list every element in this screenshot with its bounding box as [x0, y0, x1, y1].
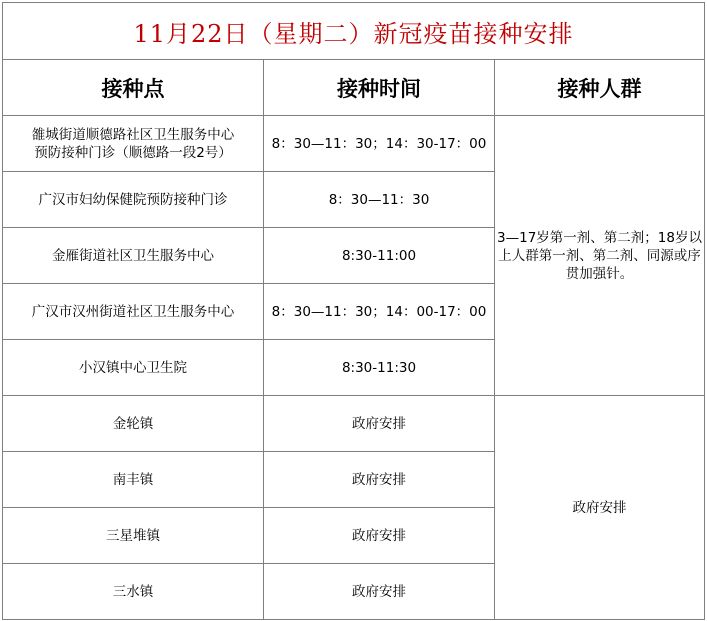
site-cell: 三星堆镇 [3, 508, 264, 564]
time-cell: 8:30-11:30 [264, 340, 495, 396]
time-cell: 8：30—11：30 [264, 172, 495, 228]
header-site: 接种点 [3, 60, 264, 116]
time-cell: 政府安排 [264, 452, 495, 508]
time-cell: 政府安排 [264, 564, 495, 620]
site-cell: 小汉镇中心卫生院 [3, 340, 264, 396]
table-row [3, 396, 705, 452]
table-title: 11月22日（星期二）新冠疫苗接种安排 [3, 3, 705, 60]
site-cell: 三水镇 [3, 564, 264, 620]
site-cell: 金轮镇 [3, 396, 264, 452]
site-cell: 南丰镇 [3, 452, 264, 508]
header-time: 接种时间 [264, 60, 495, 116]
crowd-cell-clinics: 3—17岁第一剂、第二剂；18岁以上人群第一剂、第二剂、同源或序贯加强针。 [495, 116, 705, 396]
table-row [3, 116, 705, 172]
time-cell: 政府安排 [264, 396, 495, 452]
crowd-cell-towns: 政府安排 [495, 396, 705, 620]
time-cell: 8：30—11：30；14：00-17：00 [264, 284, 495, 340]
site-cell: 金雁街道社区卫生服务中心 [3, 228, 264, 284]
site-cell: 广汉市汉州街道社区卫生服务中心 [3, 284, 264, 340]
time-cell: 政府安排 [264, 508, 495, 564]
header-crowd: 接种人群 [495, 60, 705, 116]
vaccination-schedule-table [2, 2, 705, 620]
site-cell: 广汉市妇幼保健院预防接种门诊 [3, 172, 264, 228]
time-cell: 8:30-11:00 [264, 228, 495, 284]
time-cell: 8：30—11：30；14：30-17：00 [264, 116, 495, 172]
site-cell [3, 116, 264, 172]
site-name: 雒城街道顺德路社区卫生服务中心 预防接种门诊（顺德路一段2号） [31, 126, 235, 161]
